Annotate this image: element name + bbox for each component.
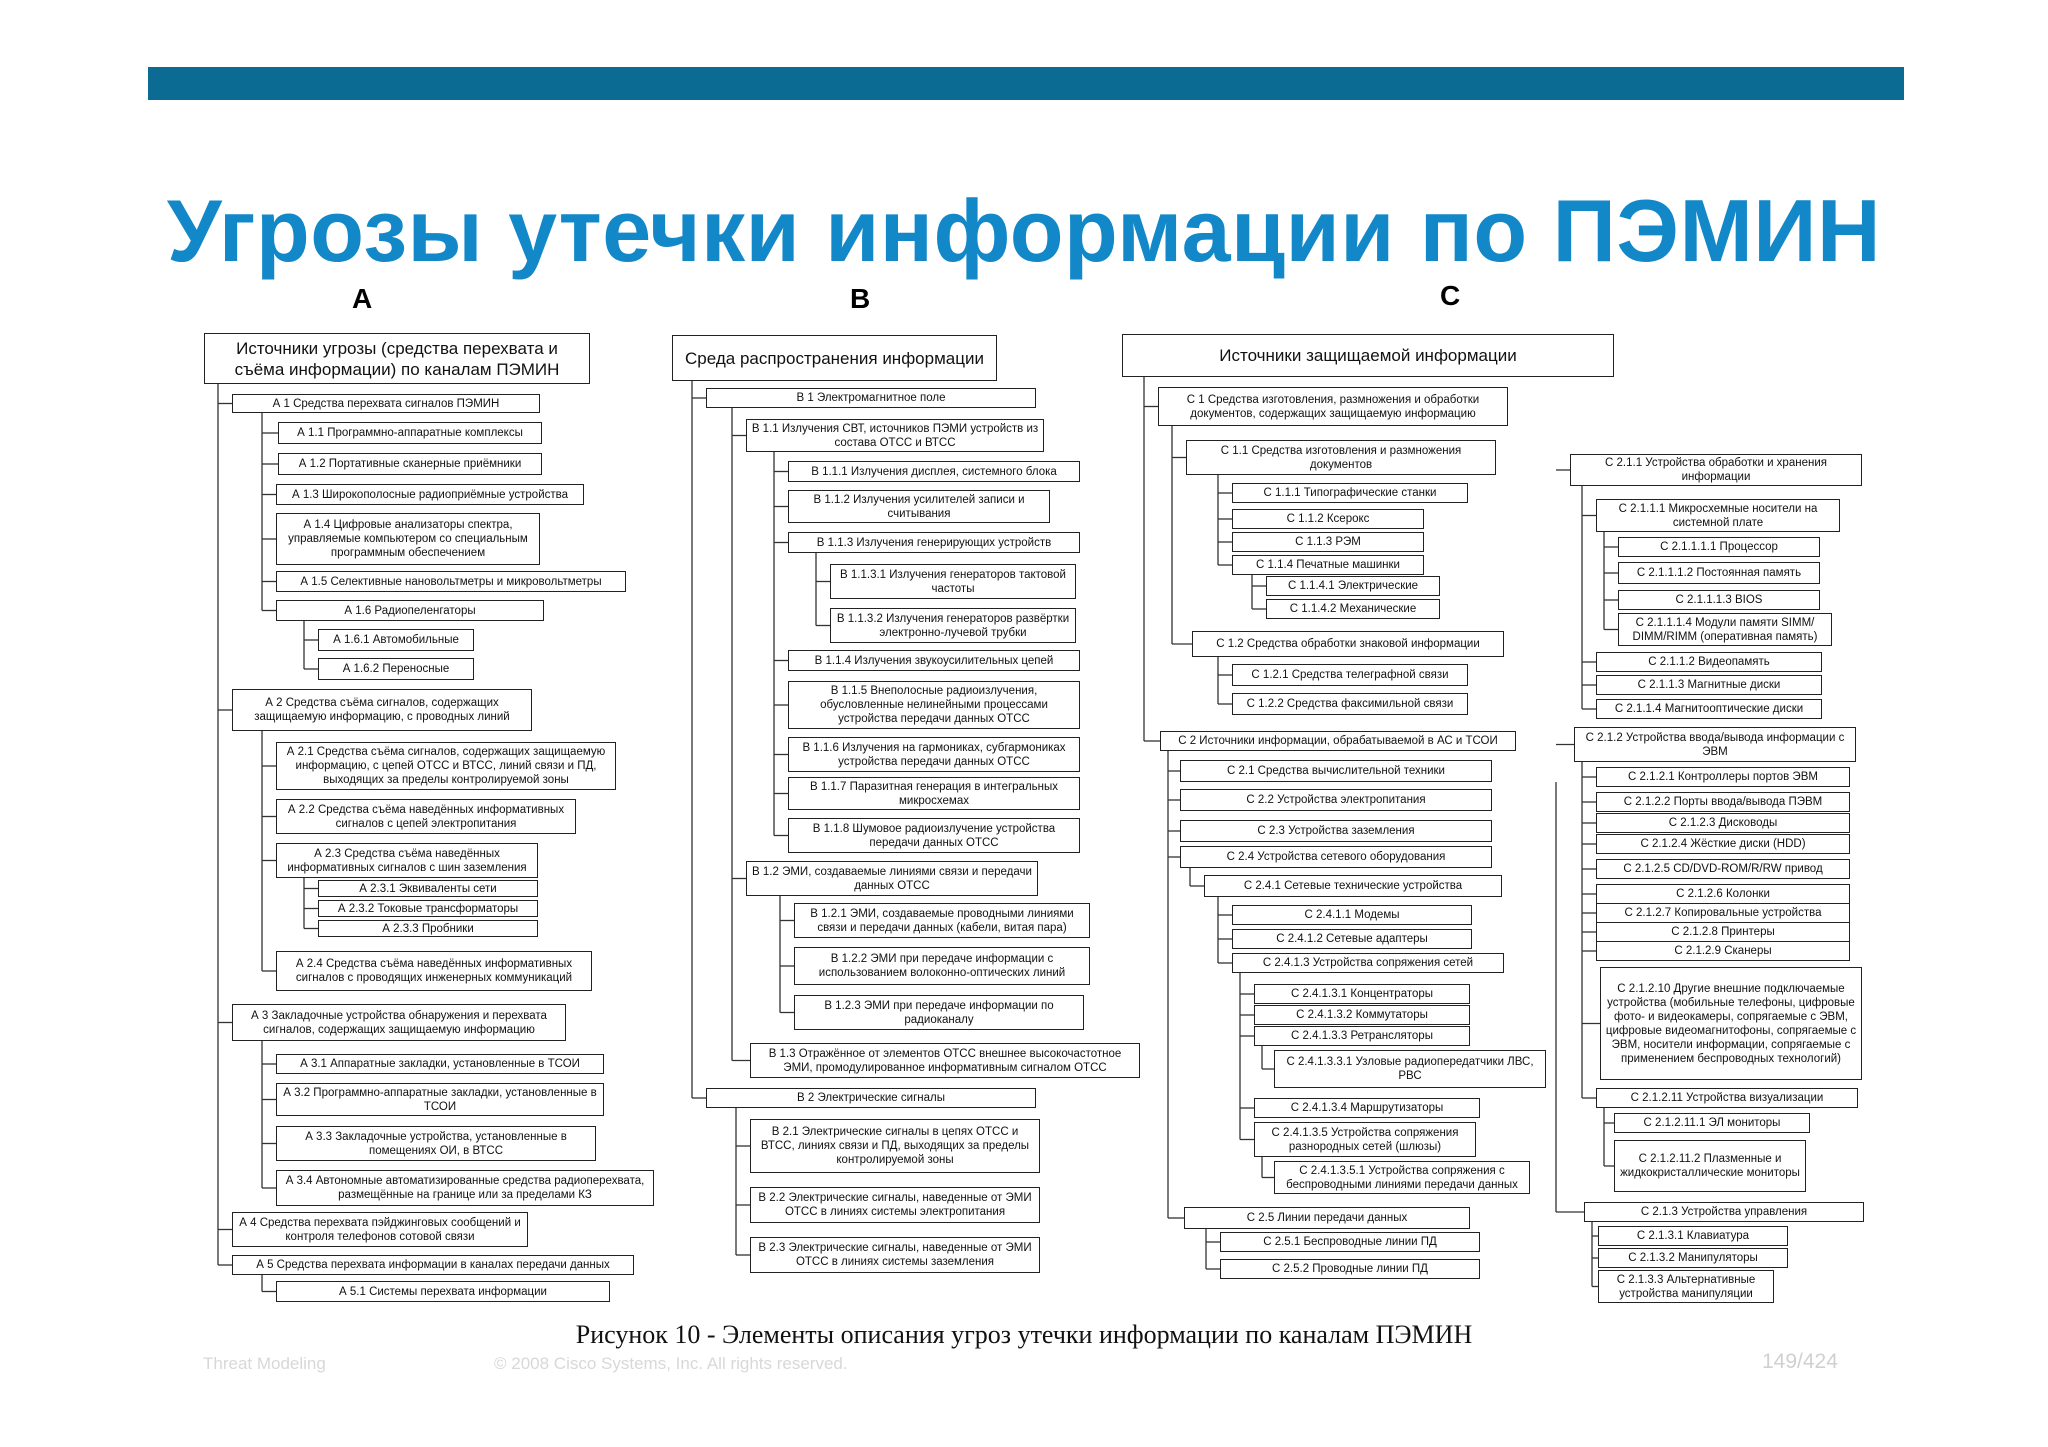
tree-node-c2-1-2-2: С 2.1.2.2 Порты ввода/вывода ПЭВМ: [1596, 792, 1850, 812]
tree-node-c1-2-2: С 1.2.2 Средства факсимильной связи: [1232, 693, 1468, 715]
tree-node-c2-4-1-3-4: С 2.4.1.3.4 Маршрутизаторы: [1254, 1098, 1480, 1118]
tree-node-c2-1-2-7: С 2.1.2.7 Копировальные устройства: [1596, 903, 1850, 923]
tree-node-c2-1-1-1-3: С 2.1.1.1.3 BIOS: [1618, 590, 1820, 610]
tree-node-b1-1-4: В 1.1.4 Излучения звукоусилительных цепей: [788, 650, 1080, 671]
tree-node-c2-1-2: С 2.1.2 Устройства ввода/вывода информации с ЭВМ: [1574, 727, 1856, 762]
tree-node-c1-1-4-1: С 1.1.4.1 Электрические: [1266, 576, 1440, 596]
tree-node-b2: В 2 Электрические сигналы: [706, 1088, 1036, 1108]
tree-node-c2-1-2-10: С 2.1.2.10 Другие внешние подключаемые устройства (мобильные телефоны, цифровые фото- и видеокамеры, сопрягаемые с ЭВМ, цифровые видеомагнитофоны, сопрягаемые с ЭВМ, носители информации, сопрягаемые с применением беспроводных технологий): [1600, 967, 1862, 1080]
tree-node-a2-3-3: А 2.3.3 Пробники: [318, 920, 538, 937]
tree-node-a2-3: А 2.3 Средства съёма наведённых информативных сигналов с шин заземления: [276, 843, 538, 878]
tree-node-c2-1-3-3: С 2.1.3.3 Альтернативные устройства манипуляции: [1598, 1270, 1774, 1303]
tree-node-a5-1: А 5.1 Системы перехвата информации: [276, 1281, 610, 1302]
tree-node-c2-4-1-3-5: С 2.4.1.3.5 Устройства сопряжения разнородных сетей (шлюзы): [1254, 1122, 1476, 1157]
tree-node-a2: А 2 Средства съёма сигналов, содержащих защищаемую информацию, с проводных линий: [232, 689, 532, 731]
tree-node-c2-4-1-1: С 2.4.1.1 Модемы: [1232, 905, 1472, 925]
tree-node-b1-1: В 1.1 Излучения СВТ, источников ПЭМИ устройств из состава ОТСС и ВТСС: [746, 419, 1044, 452]
tree-node-c2-4-1-3-2: С 2.4.1.3.2 Коммутаторы: [1254, 1005, 1470, 1025]
footer-copyright: © 2008 Cisco Systems, Inc. All rights reserved.: [494, 1354, 848, 1373]
tree-node-a-root: Источники угрозы (средства перехвата и съёма информации) по каналам ПЭМИН: [204, 333, 590, 384]
tree-node-c2-1-1-1: С 2.1.1.1 Микросхемные носители на системной плате: [1596, 499, 1840, 532]
tree-node-a1-4: А 1.4 Цифровые анализаторы спектра, управляемые компьютером со специальным программным обеспечением: [276, 513, 540, 565]
tree-node-c2-4-1-2: С 2.4.1.2 Сетевые адаптеры: [1232, 929, 1472, 949]
tree-node-b2-2: В 2.2 Электрические сигналы, наведенные от ЭМИ ОТСС в линиях системы электропитания: [750, 1187, 1040, 1223]
tree-node-c2-1-3-1: С 2.1.3.1 Клавиатура: [1598, 1226, 1788, 1246]
page-title: Угрозы утечки информации по ПЭМИН: [166, 181, 1882, 280]
tree-node-c2-1-1-1-1: С 2.1.1.1.1 Процессор: [1618, 537, 1820, 557]
tree-node-c2-1-2-8: С 2.1.2.8 Принтеры: [1596, 922, 1850, 942]
tree-node-c2-4-1-3-3-1: С 2.4.1.3.3.1 Узловые радиопередатчики ЛВС, РВС: [1274, 1050, 1546, 1088]
tree-node-b1-1-2: В 1.1.2 Излучения усилителей записи и считывания: [788, 490, 1050, 523]
tree-node-c2-1-3-2: С 2.1.3.2 Манипуляторы: [1598, 1248, 1788, 1268]
tree-node-a3-2: А 3.2 Программно-аппаратные закладки, установленные в ТСОИ: [276, 1083, 604, 1116]
footer-left: Threat Modeling: [203, 1354, 326, 1373]
tree-node-a3-3: А 3.3 Закладочные устройства, установленные в помещениях ОИ, в ВТСС: [276, 1126, 596, 1161]
column-label-b: B: [850, 283, 871, 314]
tree-node-a1: А 1 Средства перехвата сигналов ПЭМИН: [232, 394, 540, 413]
tree-node-b2-1: В 2.1 Электрические сигналы в цепях ОТСС и ВТСС, линиях связи и ПД, выходящих за пределы контролируемой зоны: [750, 1119, 1040, 1173]
tree-node-c2-1-2-4: С 2.1.2.4 Жёсткие диски (HDD): [1596, 834, 1850, 854]
tree-node-a2-3-1: А 2.3.1 Эквиваленты сети: [318, 880, 538, 897]
tree-node-c2-1-2-6: С 2.1.2.6 Колонки: [1596, 884, 1850, 904]
tree-node-b-root: Среда распространения информации: [672, 335, 997, 381]
tree-node-c2-1-2-3: С 2.1.2.3 Дисководы: [1596, 813, 1850, 833]
tree-node-c2-4-1-3-5-1: С 2.4.1.3.5.1 Устройства сопряжения с беспроводными линиями передачи данных: [1274, 1161, 1530, 1194]
tree-node-c2-5-1: С 2.5.1 Беспроводные линии ПД: [1220, 1232, 1480, 1252]
tree-node-c2-1: С 2.1 Средства вычислительной техники: [1180, 760, 1492, 782]
tree-node-a2-1: А 2.1 Средства съёма сигналов, содержащих защищаемую информацию, с цепей ОТСС и ВТСС, линий связи и ПД, выходящих за пределы контролируемой зоны: [276, 742, 616, 790]
tree-node-c2-1-2-11: С 2.1.2.11 Устройства визуализации: [1596, 1088, 1858, 1108]
tree-node-c2-1-2-1: С 2.1.2.1 Контроллеры портов ЭВМ: [1596, 767, 1850, 787]
tree-node-a1-6-2: А 1.6.2 Переносные: [318, 658, 474, 680]
tree-node-c1-1-2: С 1.1.2 Ксерокс: [1232, 509, 1424, 529]
tree-node-c2-1-2-9: С 2.1.2.9 Сканеры: [1596, 941, 1850, 961]
tree-node-c2-5-2: С 2.5.2 Проводные линии ПД: [1220, 1259, 1480, 1279]
tree-node-c1: С 1 Средства изготовления, размножения и обработки документов, содержащих защищаемую информацию: [1158, 387, 1508, 426]
tree-node-b1-1-5: В 1.1.5 Внеполосные радиоизлучения, обусловленные нелинейными процессами устройства передачи данных ОТСС: [788, 681, 1080, 729]
tree-node-b1-1-3-2: В 1.1.3.2 Излучения генераторов развёртки электронно-лучевой трубки: [830, 608, 1076, 643]
tree-node-a2-3-2: А 2.3.2 Токовые трансформаторы: [318, 900, 538, 917]
tree-node-c2-1-2-11-2: С 2.1.2.11.2 Плазменные и жидкокристаллические мониторы: [1614, 1140, 1806, 1192]
tree-node-c2-1-1-1-4: С 2.1.1.1.4 Модули памяти SIMM/ DIMM/RIMM (оперативная память): [1618, 613, 1832, 646]
tree-node-a1-5: А 1.5 Селективные нановольтметры и микровольтметры: [276, 571, 626, 592]
tree-node-b1: В 1 Электромагнитное поле: [706, 388, 1036, 408]
tree-node-a1-6-1: А 1.6.1 Автомобильные: [318, 629, 474, 651]
column-label-c: C: [1440, 280, 1461, 311]
tree-node-c1-1-4: С 1.1.4 Печатные машинки: [1232, 555, 1424, 575]
tree-node-b1-2-1: В 1.2.1 ЭМИ, создаваемые проводными линиями связи и передачи данных (кабели, витая пара): [794, 903, 1090, 938]
tree-node-b1-1-3-1: В 1.1.3.1 Излучения генераторов тактовой частоты: [830, 564, 1076, 599]
tree-node-c2-1-2-11-1: С 2.1.2.11.1 ЭЛ мониторы: [1614, 1113, 1810, 1133]
tree-node-c2-4-1-3-3: С 2.4.1.3.3 Ретрансляторы: [1254, 1026, 1470, 1046]
tree-node-c1-1-1: С 1.1.1 Типографические станки: [1232, 483, 1468, 503]
tree-node-c2-1-1-1-2: С 2.1.1.1.2 Постоянная память: [1618, 562, 1820, 584]
tree-node-a2-4: А 2.4 Средства съёма наведённых информативных сигналов с проводящих инженерных коммуникаций: [276, 951, 592, 991]
tree-node-c1-1-3: С 1.1.3 РЭМ: [1232, 532, 1424, 552]
tree-node-c1-2: С 1.2 Средства обработки знаковой информации: [1192, 631, 1504, 657]
tree-node-b1-2-2: В 1.2.2 ЭМИ при передаче информации с использованием волоконно-оптических линий: [794, 947, 1090, 985]
tree-node-b1-2: В 1.2 ЭМИ, создаваемые линиями связи и передачи данных ОТСС: [746, 861, 1038, 896]
tree-node-c2-1-2-5: С 2.1.2.5 CD/DVD-ROM/R/RW привод: [1596, 859, 1850, 879]
tree-node-b2-3: В 2.3 Электрические сигналы, наведенные от ЭМИ ОТСС в линиях системы заземления: [750, 1237, 1040, 1273]
tree-node-c2-1-1: С 2.1.1 Устройства обработки и хранения информации: [1570, 454, 1862, 486]
tree-node-a1-6: А 1.6 Радиопеленгаторы: [276, 600, 544, 621]
tree-node-b1-1-7: В 1.1.7 Паразитная генерация в интегральных микросхемах: [788, 777, 1080, 810]
figure-caption: Рисунок 10 - Элементы описания угроз утечки информации по каналам ПЭМИН: [575, 1320, 1473, 1349]
tree-node-a2-2: А 2.2 Средства съёма наведённых информативных сигналов с цепей электропитания: [276, 799, 576, 834]
tree-node-a3-1: А 3.1 Аппаратные закладки, установленные в ТСОИ: [276, 1054, 604, 1074]
tree-node-c2-1-3: С 2.1.3 Устройства управления: [1584, 1202, 1864, 1222]
tree-node-b1-1-3: В 1.1.3 Излучения генерирующих устройств: [788, 532, 1080, 553]
tree-node-c2-4-1: С 2.4.1 Сетевые технические устройства: [1204, 875, 1502, 897]
tree-node-c1-2-1: С 1.2.1 Средства телеграфной связи: [1232, 664, 1468, 686]
tree-node-c1-1-4-2: С 1.1.4.2 Механические: [1266, 599, 1440, 619]
page-number: 149/424: [1762, 1350, 1838, 1373]
tree-node-c2: С 2 Источники информации, обрабатываемой в АС и ТСОИ: [1160, 731, 1516, 751]
tree-node-c2-2: С 2.2 Устройства электропитания: [1180, 789, 1492, 811]
tree-node-a3: А 3 Закладочные устройства обнаружения и перехвата сигналов, содержащих защищаемую информацию: [232, 1004, 566, 1041]
tree-node-a3-4: А 3.4 Автономные автоматизированные средства радиоперехвата, размещённые на границе или за пределами КЗ: [276, 1170, 654, 1206]
tree-node-c2-4: С 2.4 Устройства сетевого оборудования: [1180, 846, 1492, 868]
tree-node-b1-1-6: В 1.1.6 Излучения на гармониках, субгармониках устройства передачи данных ОТСС: [788, 737, 1080, 772]
tree-node-a1-1: А 1.1 Программно-аппаратные комплексы: [278, 422, 542, 444]
tree-node-c2-5: С 2.5 Линии передачи данных: [1184, 1207, 1470, 1229]
tree-node-b1-1-8: В 1.1.8 Шумовое радиоизлучение устройства передачи данных ОТСС: [788, 818, 1080, 853]
tree-node-a4: А 4 Средства перехвата пэйджинговых сообщений и контроля телефонов сотовой связи: [232, 1212, 528, 1247]
tree-node-a1-3: А 1.3 Широкополосные радиоприёмные устройства: [276, 484, 584, 505]
tree-node-b1-1-1: В 1.1.1 Излучения дисплея, системного блока: [788, 461, 1080, 482]
tree-node-c2-1-1-3: С 2.1.1.3 Магнитные диски: [1596, 675, 1822, 695]
tree-node-c2-3: С 2.3 Устройства заземления: [1180, 820, 1492, 842]
tree-node-a5: А 5 Средства перехвата информации в каналах передачи данных: [232, 1255, 634, 1275]
tree-node-c2-1-1-2: С 2.1.1.2 Видеопамять: [1596, 652, 1822, 672]
tree-node-b1-3: В 1.3 Отражённое от элементов ОТСС внешнее высокочастотное ЭМИ, промодулированное информативным сигналом ОТСС: [750, 1043, 1140, 1078]
tree-node-c2-4-1-3: С 2.4.1.3 Устройства сопряжения сетей: [1232, 953, 1504, 973]
tree-node-a1-2: А 1.2 Портативные сканерные приёмники: [278, 453, 542, 475]
tree-node-c1-1: С 1.1 Средства изготовления и размножения документов: [1186, 440, 1496, 475]
column-label-a: A: [352, 283, 373, 314]
tree-node-c2-1-1-4: С 2.1.1.4 Магнитооптические диски: [1596, 699, 1822, 719]
tree-node-c-root: Источники защищаемой информации: [1122, 334, 1614, 377]
tree-node-b1-2-3: В 1.2.3 ЭМИ при передаче информации по радиоканалу: [794, 995, 1084, 1030]
tree-node-c2-4-1-3-1: С 2.4.1.3.1 Концентраторы: [1254, 984, 1470, 1004]
